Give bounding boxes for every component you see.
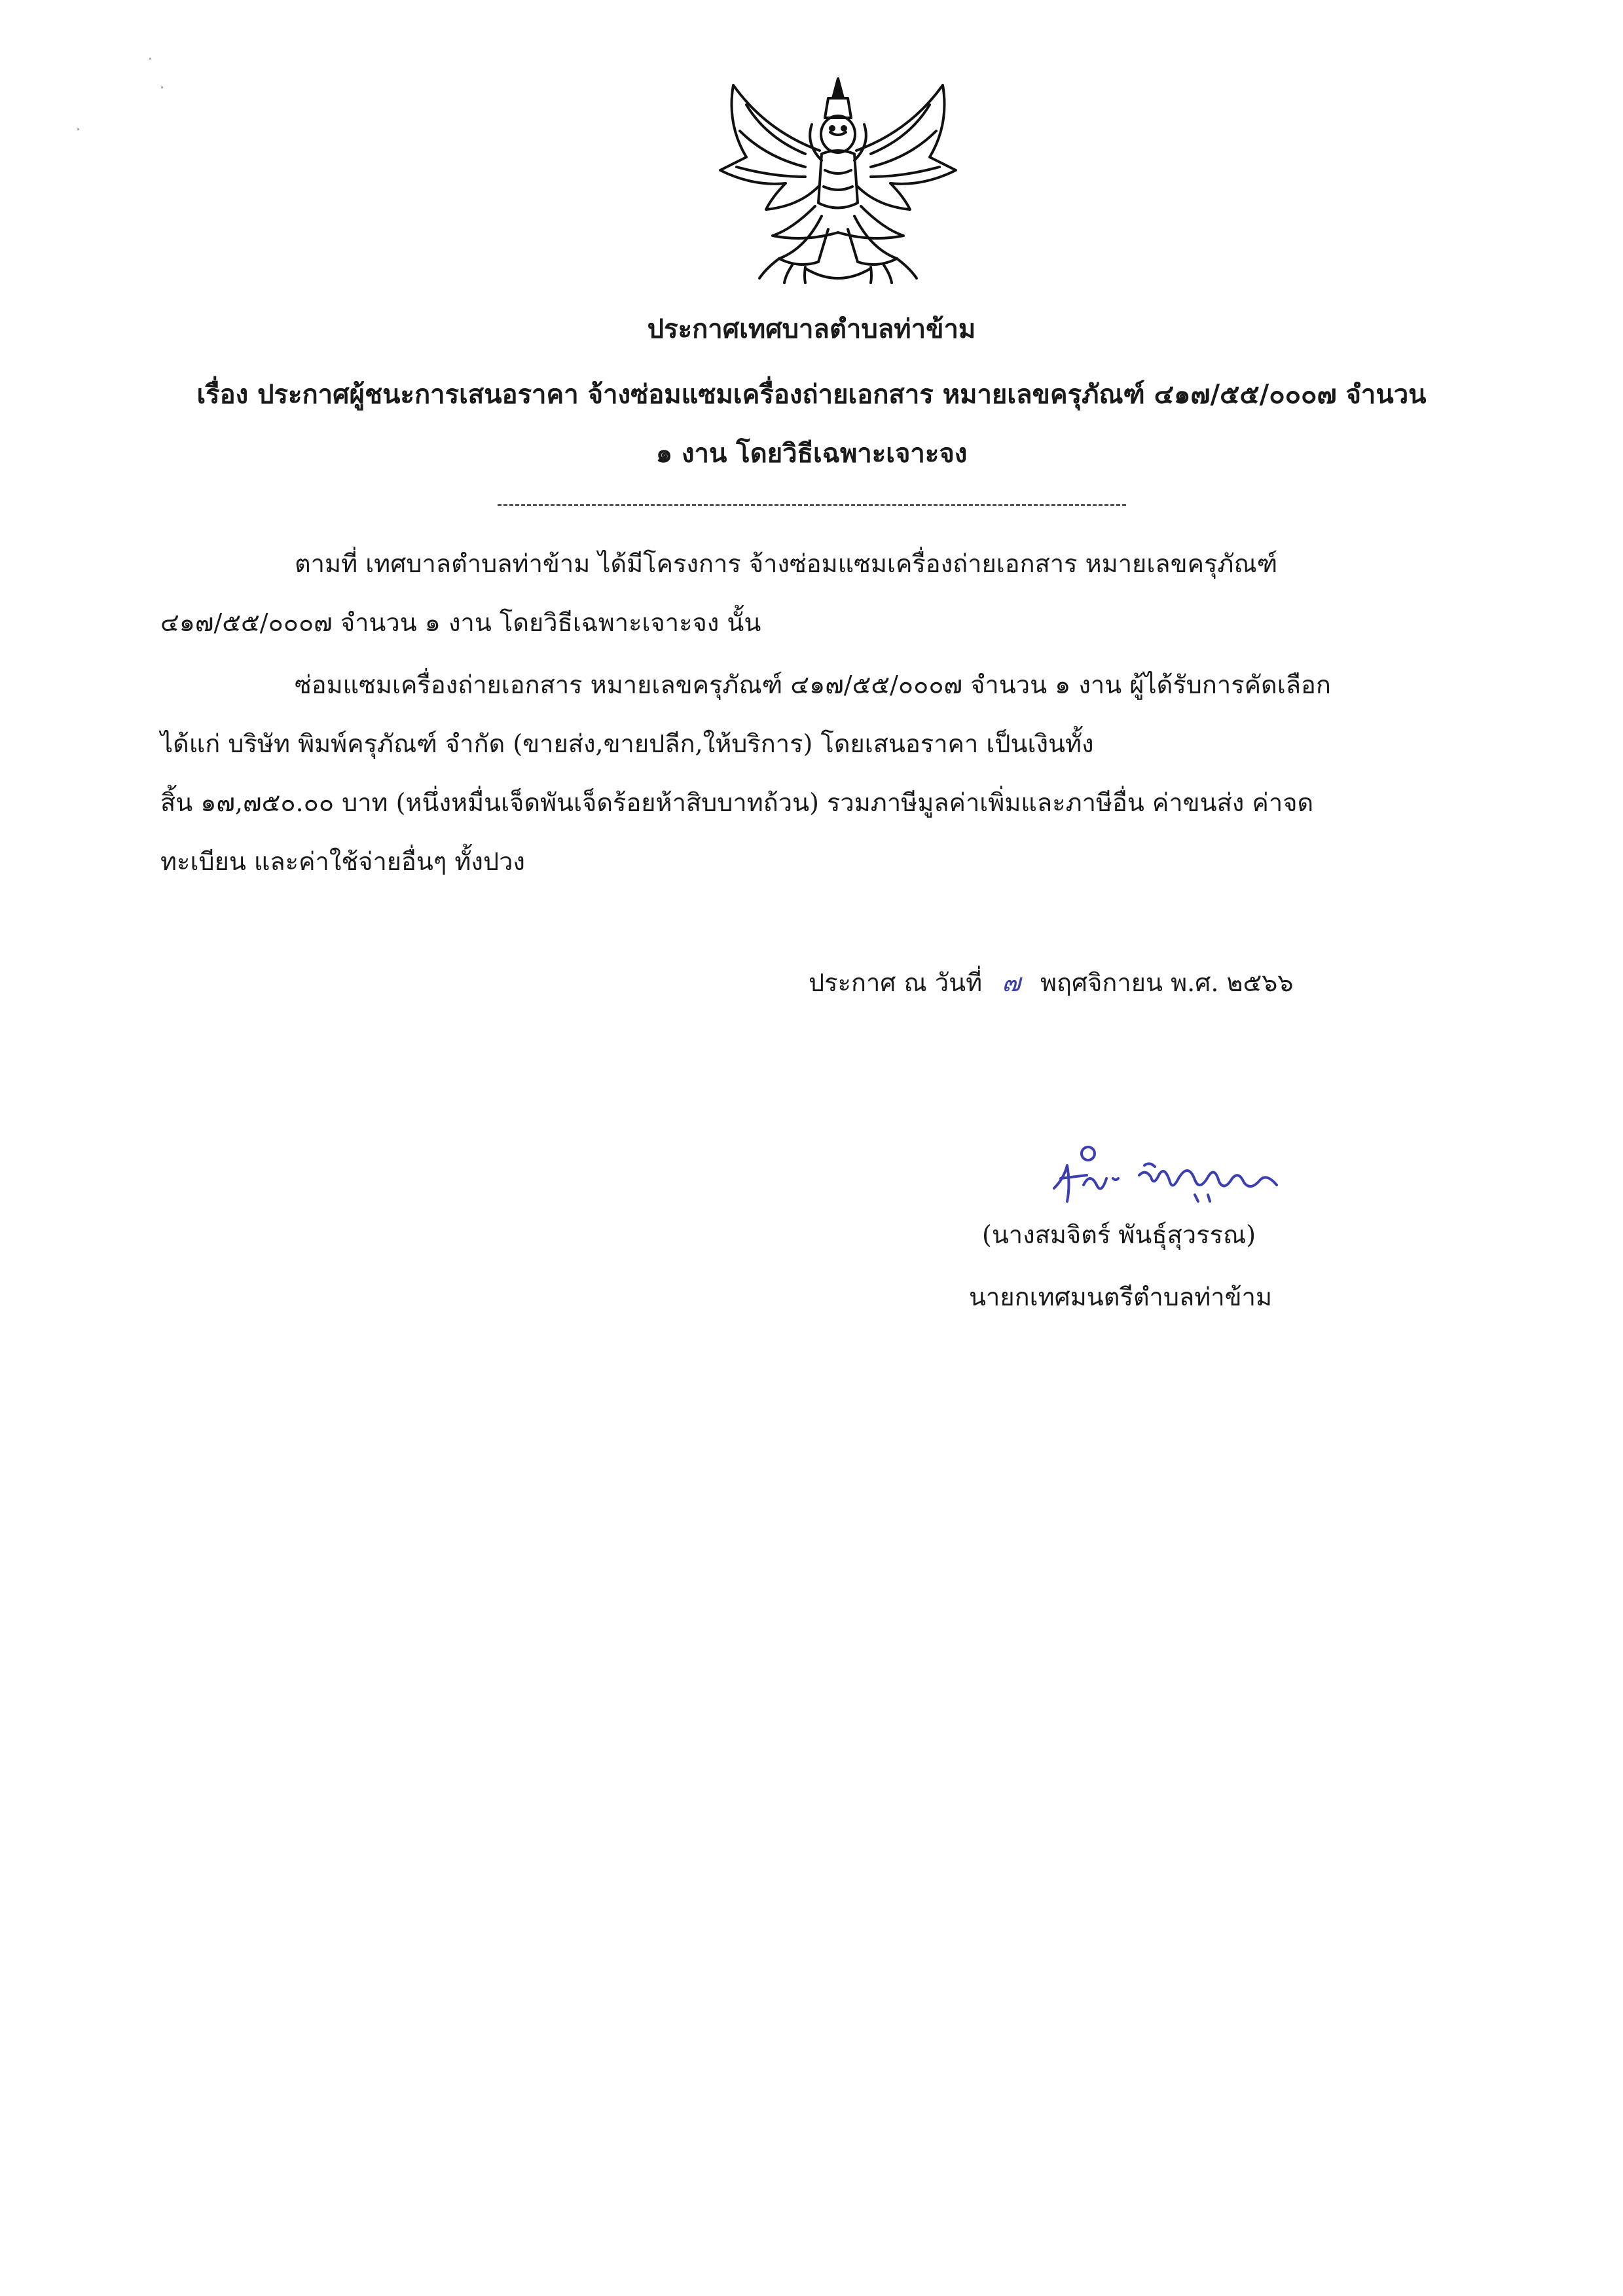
signer-name: (นางสมจิตร์ พันธุ์สุวรรณ)	[982, 1220, 1256, 1249]
subject-line-2: ๑ งาน โดยวิธีเฉพาะเจาะจง	[655, 438, 968, 469]
announcement-date	[809, 962, 1294, 1002]
date-month-year: พฤศจิกายน พ.ศ. ๒๕๖๖	[1040, 968, 1294, 997]
paragraph-2-line-1: ซ่อมแซมเครื่องถ่ายเอกสาร หมายเลขครุภัณฑ์ ๔๑๗/๕๕/๐๐๐๗ จำนวน ๑ งาน ผู้ได้รับการคัดเลือก	[295, 670, 1331, 699]
paragraph-2-line-2: ได้แก่ บริษัท พิมพ์ครุภัณฑ์ จำกัด (ขายส่ง,ขายปลีก,ให้บริการ) โดยเสนอราคา เป็นเงินทั้ง	[160, 729, 1094, 758]
date-prefix: ประกาศ ณ วันที่	[809, 968, 983, 997]
paragraph-1-line-2: ๔๑๗/๕๕/๐๐๐๗ จำนวน ๑ งาน โดยวิธีเฉพาะเจาะจง นั้น	[160, 608, 761, 637]
paragraph-1-line-1: ตามที่ เทศบาลตำบลท่าข้าม ได้มีโครงการ จ้างซ่อมแซมเครื่องถ่ายเอกสาร หมายเลขครุภัณฑ์	[295, 549, 1278, 578]
document-title: ประกาศเทศบาลตำบลท่าข้าม	[647, 314, 976, 344]
scan-speck	[161, 86, 163, 88]
header-divider	[498, 504, 1126, 506]
date-day: ๗	[1002, 968, 1021, 997]
signer-position: นายกเทศมนตรีตำบลท่าข้าม	[969, 1283, 1273, 1311]
scan-speck	[149, 58, 151, 60]
paragraph-2-line-4: ทะเบียน และค่าใช้จ่ายอื่นๆ ทั้งปวง	[160, 847, 525, 876]
scan-speck	[77, 128, 79, 130]
garuda-emblem-icon	[707, 72, 969, 288]
handwritten-signature-icon	[1048, 1139, 1283, 1211]
subject-line-1: เรื่อง ประกาศผู้ชนะการเสนอราคา จ้างซ่อมแซมเครื่องถ่ายเอกสาร หมายเลขครุภัณฑ์ ๔๑๗/๕๕/๐๐๐๗ จำนวน	[196, 379, 1427, 410]
paragraph-2-line-3: สิ้น ๑๗,๗๕๐.๐๐ บาท (หนึ่งหมื่นเจ็ดพันเจ็ดร้อยห้าสิบบาทถ้วน) รวมภาษีมูลค่าเพิ่มและภาษีอื่น ค่าขนส่ง ค่าจด	[160, 788, 1314, 817]
